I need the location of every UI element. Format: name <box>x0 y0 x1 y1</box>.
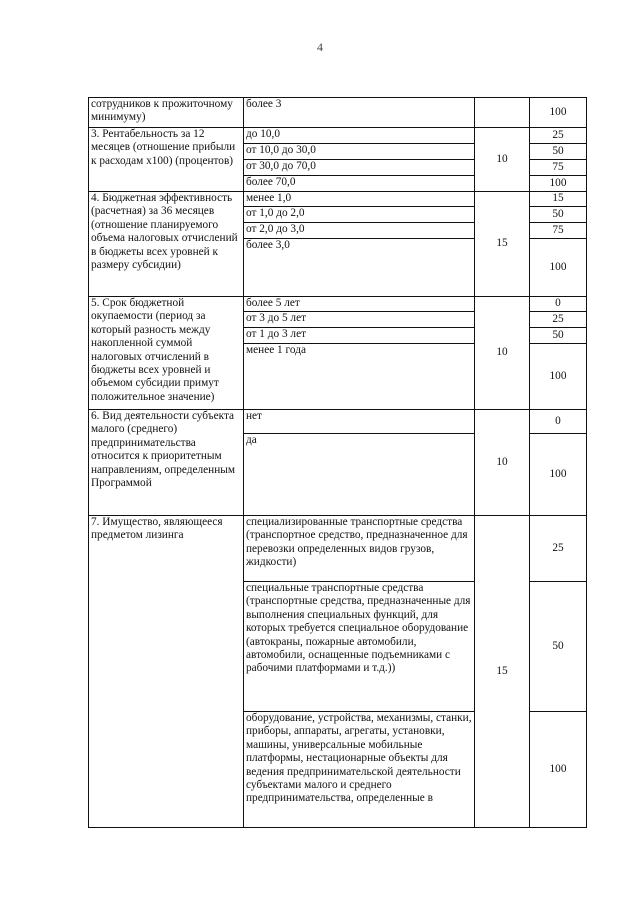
score-cell: 100 <box>530 434 587 516</box>
table-row <box>89 128 587 144</box>
score-cell: 100 <box>530 344 587 410</box>
option-cell: до 10,0 <box>244 128 475 144</box>
option-cell: менее 1,0 <box>244 192 475 207</box>
score-cell: 50 <box>530 582 587 712</box>
score-cell: 0 <box>530 297 587 312</box>
score-cell: 100 <box>530 176 587 192</box>
score-cell: 50 <box>530 144 587 160</box>
score-cell: 100 <box>530 239 587 297</box>
criterion-cell: 6. Вид деятельности субъекта малого (среднего) предпринимательства относится к приоритетным направлениям, определенным Программой <box>89 410 244 516</box>
weight-cell: 10 <box>475 128 530 192</box>
option-cell: специальные транспортные средства (транспортные средства, предназначенные для выполнения специальных функций, для которых требуется специальное оборудование (автокраны, пожарные автомобили, автомобили, оснащенные подъемниками с рабочими платформами и т.д.)) <box>244 582 475 712</box>
score-cell: 100 <box>530 712 587 828</box>
criterion-cell: 4. Бюджетная эффективность (расчетная) за 36 месяцев (отношение планируемого объема налоговых отчислений в бюджеты всех уровней к размеру субсидии) <box>89 192 244 297</box>
weight-cell <box>475 98 530 128</box>
table-row <box>89 516 587 582</box>
option-cell: оборудование, устройства, механизмы, станки, приборы, аппараты, агрегаты, установки, машины, универсальные мобильные платформы, нестационарные объекты для ведения предпринимательской деятельности субъектами малого и среднего предпринимательства, определенные в <box>244 712 475 828</box>
option-cell: от 1,0 до 2,0 <box>244 207 475 223</box>
weight-cell: 15 <box>475 192 530 297</box>
criterion-cell: 7. Имущество, являющееся предметом лизинга <box>89 516 244 828</box>
option-cell: более 5 лет <box>244 297 475 312</box>
weight-cell: 10 <box>475 410 530 516</box>
criterion-cell: сотрудников к прожиточному минимуму) <box>89 98 244 128</box>
option-cell: более 3,0 <box>244 239 475 297</box>
score-cell: 15 <box>530 192 587 207</box>
score-cell: 25 <box>530 312 587 328</box>
option-cell: от 3 до 5 лет <box>244 312 475 328</box>
weight-cell: 15 <box>475 516 530 828</box>
option-cell: от 10,0 до 30,0 <box>244 144 475 160</box>
option-cell: специализированные транспортные средства (транспортное средство, предназначенное для перевозки определенных видов грузов, жидкости) <box>244 516 475 582</box>
option-cell: менее 1 года <box>244 344 475 410</box>
score-cell: 25 <box>530 516 587 582</box>
score-cell: 100 <box>530 98 587 128</box>
option-cell: от 2,0 до 3,0 <box>244 223 475 239</box>
option-cell: да <box>244 434 475 516</box>
score-cell: 75 <box>530 223 587 239</box>
option-cell: от 1 до 3 лет <box>244 328 475 344</box>
table-row <box>89 98 587 128</box>
criterion-cell: 3. Рентабельность за 12 месяцев (отношение прибыли к расходам х100) (процентов) <box>89 128 244 192</box>
criterion-cell: 5. Срок бюджетной окупаемости (период за который разность между накопленной суммой налоговых отчислений в бюджеты всех уровней и объемом субсидии примут положительное значение) <box>89 297 244 410</box>
table-row <box>89 192 587 207</box>
criteria-table <box>88 97 587 828</box>
score-cell: 50 <box>530 328 587 344</box>
table-row <box>89 410 587 434</box>
score-cell: 0 <box>530 410 587 434</box>
weight-cell: 10 <box>475 297 530 410</box>
score-cell: 25 <box>530 128 587 144</box>
score-cell: 75 <box>530 160 587 176</box>
score-cell: 50 <box>530 207 587 223</box>
option-cell: более 3 <box>244 98 475 128</box>
table-row <box>89 297 587 312</box>
page-number: 4 <box>317 40 323 54</box>
option-cell: от 30,0 до 70,0 <box>244 160 475 176</box>
option-cell: нет <box>244 410 475 434</box>
option-cell: более 70,0 <box>244 176 475 192</box>
